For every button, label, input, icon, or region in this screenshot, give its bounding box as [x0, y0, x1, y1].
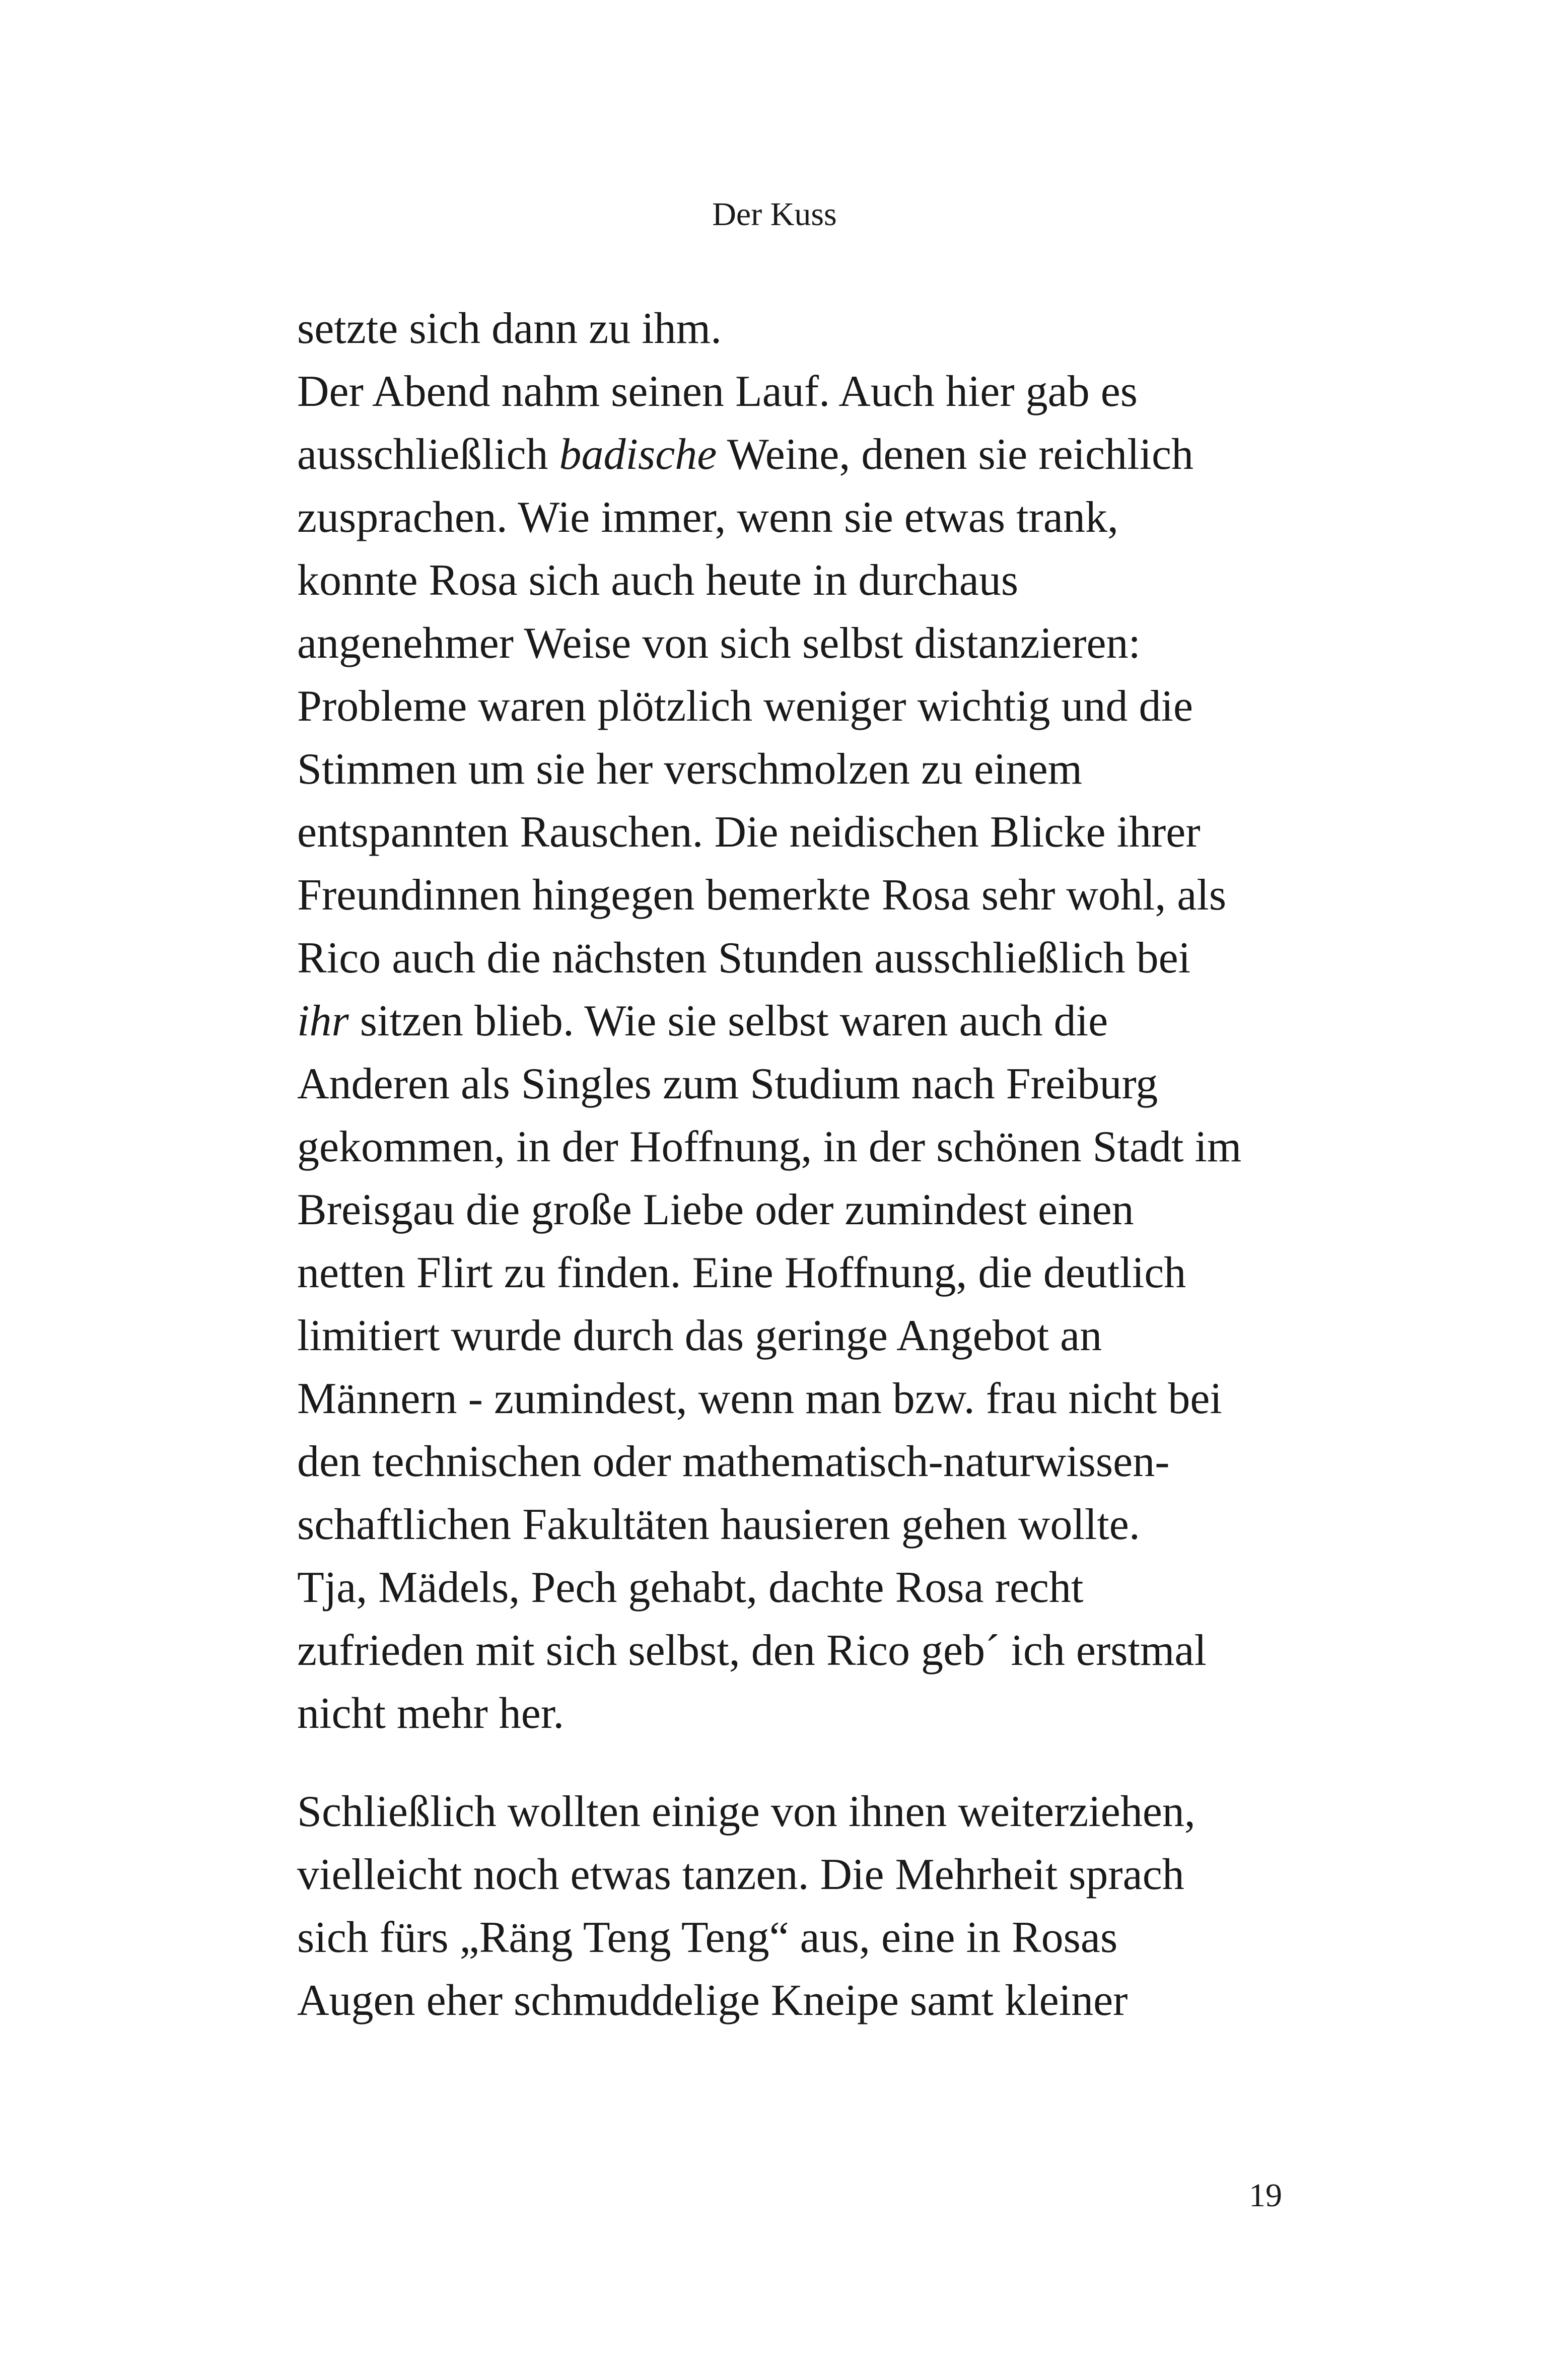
text-line: ihr sitzen blieb. Wie sie selbst waren auch die [297, 997, 1108, 1045]
page-number: 19 [1249, 2177, 1282, 2214]
text-line: Tja, Mädels, Pech gehabt, dachte Rosa recht [297, 1563, 1084, 1612]
text-line: sich fürs „Räng Teng Teng“ aus, eine in Rosas [297, 1913, 1118, 1962]
text-line: vielleicht noch etwas tanzen. Die Mehrheit sprach [297, 1850, 1184, 1899]
text-line: entspannten Rauschen. Die neidischen Blicke ihrer [297, 808, 1201, 857]
text-line: Rico auch die nächsten Stunden ausschließlich bei [297, 934, 1191, 983]
text-line: zufrieden mit sich selbst, den Rico geb´ ich erstmal [297, 1626, 1207, 1675]
text-line: Breisgau die große Liebe oder zumindest einen [297, 1185, 1134, 1234]
text-line: angenehmer Weise von sich selbst distanzieren: [297, 619, 1141, 668]
text-line: Stimmen um sie her verschmolzen zu einem [297, 745, 1083, 794]
text-line: Probleme waren plötzlich weniger wichtig und die [297, 682, 1193, 731]
text-line: limitiert wurde durch das geringe Angebot an [297, 1311, 1102, 1360]
text-line: Anderen als Singles zum Studium nach Freiburg [297, 1060, 1158, 1108]
text-line: gekommen, in der Hoffnung, in der schönen Stadt im [297, 1123, 1242, 1171]
text-line: netten Flirt zu finden. Eine Hoffnung, die deutlich [297, 1248, 1186, 1297]
text-line: den technischen oder mathematisch-naturwissen- [297, 1437, 1170, 1486]
text-line: Augen eher schmuddelige Kneipe samt kleiner [297, 1976, 1128, 2025]
text-line: ausschließlich badische Weine, denen sie reichlich [297, 430, 1194, 479]
italic-emphasis: ihr [297, 997, 349, 1045]
text-line: nicht mehr her. [297, 1689, 565, 1738]
text-line: konnte Rosa sich auch heute in durchaus [297, 556, 1019, 605]
italic-emphasis: badische [559, 430, 717, 479]
text-line: setzte sich dann zu ihm. [297, 304, 722, 353]
text-line: Schließlich wollten einige von ihnen weiterziehen, [297, 1787, 1195, 1836]
text-line: zusprachen. Wie immer, wenn sie etwas trank, [297, 493, 1118, 542]
running-header: Der Kuss [712, 196, 837, 233]
text-line: schaftlichen Fakultäten hausieren gehen wollte. [297, 1500, 1140, 1549]
text-line: Freundinnen hingegen bemerkte Rosa sehr wohl, als [297, 871, 1227, 920]
paragraph-gap [297, 1745, 1304, 1780]
text-line: Der Abend nahm seinen Lauf. Auch hier gab es [297, 367, 1138, 416]
text-line: Männern - zumindest, wenn man bzw. frau nicht bei [297, 1374, 1222, 1423]
body-text [297, 297, 1304, 2032]
